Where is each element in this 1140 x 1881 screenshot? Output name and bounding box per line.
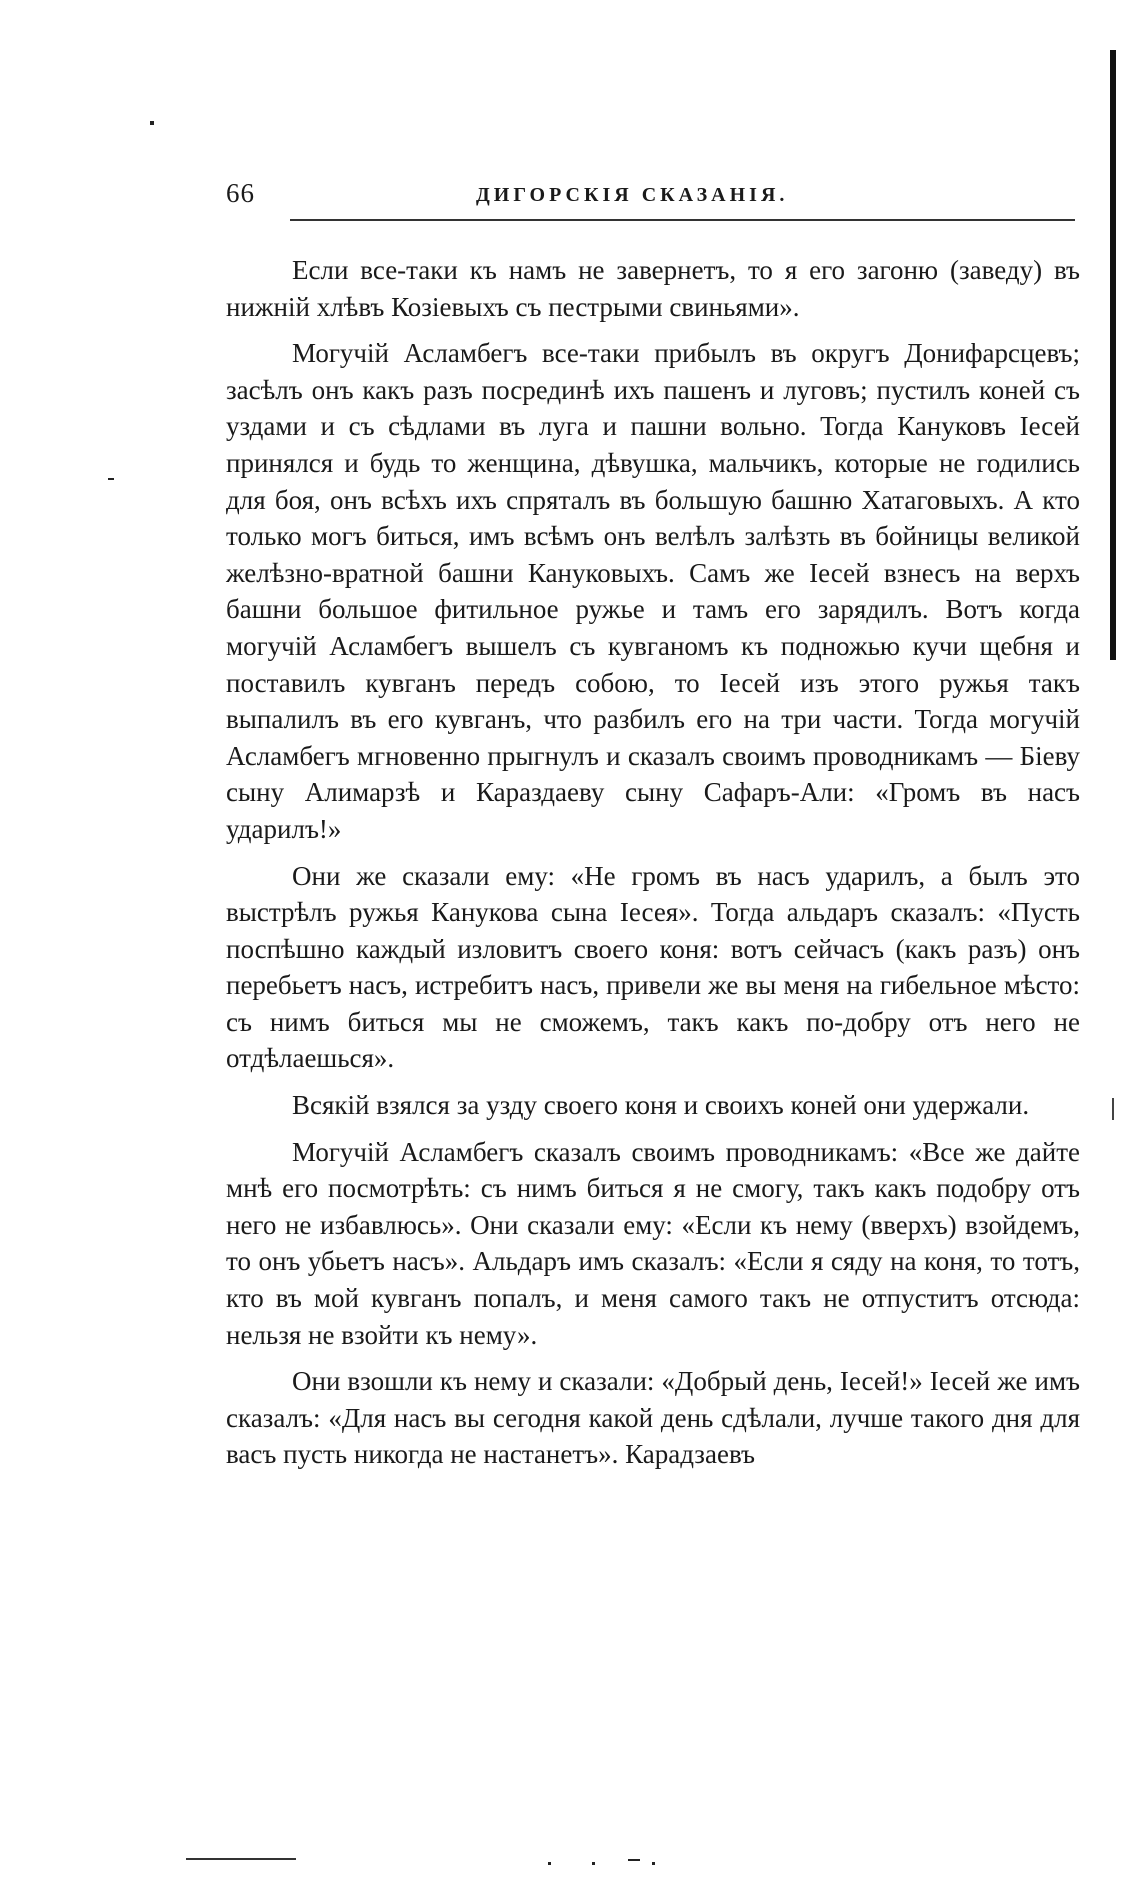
paragraph: Они взошли къ нему и сказали: «Добрый день, Іесей!» Іесей же имъ сказалъ: «Для насъ вы сегодня какой день сдѣлали, лучше такого дня для васъ пусть никогда не настанетъ». Карадзаевъ	[226, 1366, 1080, 1470]
scan-speck	[652, 1862, 655, 1865]
page-header	[226, 178, 1076, 218]
paragraph: Всякій взялся за узду своего коня и своихъ коней они удержали.	[292, 1090, 1030, 1121]
paragraph: Они же сказали ему: «Не громъ въ насъ ударилъ, а былъ это выстрѣлъ ружья Канукова сына Іесея». Тогда альдаръ сказалъ: «Пусть поспѣшно каждый изловитъ своего коня: вотъ сейчасъ (какъ разъ) онъ перебьетъ насъ, истребитъ насъ, привели же вы меня на гибельное мѣсто: съ нимъ биться мы не сможемъ, такъ какъ по-добру отъ него не отдѣлаешься».	[226, 860, 1080, 1074]
paragraph: Могучій Асламбегъ все-таки прибылъ въ округъ Донифарсцевъ; засѣлъ онъ какъ разъ посрединѣ ихъ пашенъ и луговъ; пустилъ коней съ уздами и съ сѣдлами въ луга и пашни вольно. Тогда Кануковъ Іесей принялся и будь то женщина, дѣвушка, мальчикъ, которые не годились для боя, онъ всѣхъ ихъ спряталъ въ большую башню Хатаговыхъ. А кто только могъ биться, имъ всѣмъ онъ велѣлъ залѣзть въ бойницы великой желѣзно-вратной башни Кануковыхъ. Самъ же Іесей взнесъ на верхъ башни большое фитильное ружье и тамъ его зарядилъ. Вотъ когда могучій Асламбегъ вышелъ съ кувганомъ къ подножью кучи щебня и поставилъ кувганъ передъ собою, то Іесей изъ этого ружья такъ выпалилъ въ его кувганъ, что разбилъ его на три части. Тогда могучій Асламбегъ мгновенно прыгнулъ и сказалъ своимъ проводникамъ — Біеву сыну Алимарзѣ и Караздаеву сыну Сафаръ-Али: «Громъ въ насъ ударилъ!»	[226, 338, 1080, 844]
header-rule	[290, 219, 1075, 221]
running-title: ДИГОРСКІЯ СКАЗАНІЯ.	[476, 184, 789, 206]
body-text	[226, 252, 1080, 1483]
paragraph: Могучій Асламбегъ сказалъ своимъ проводникамъ: «Все же дайте мнѣ его посмотрѣть: съ нимъ биться я не смогу, такъ какъ подобру отъ него не избавлюсь». Они сказали ему: «Если къ нему (вверхъ) взойдемъ, то онъ убьетъ насъ». Альдаръ имъ сказалъ: «Если я сяду на коня, то тотъ, кто въ мой кувганъ попалъ, и меня самого такъ не отпуститъ отсюда: нельзя не взойти къ нему».	[226, 1136, 1080, 1350]
scan-bottom-rule	[186, 1858, 296, 1860]
scan-speck	[108, 478, 114, 480]
scan-speck	[628, 1859, 640, 1861]
scan-speck	[548, 1862, 551, 1865]
scan-speck	[592, 1862, 595, 1865]
scan-speck	[150, 121, 154, 125]
page-number: 66	[226, 178, 255, 208]
scan-margin-tick	[1112, 1098, 1114, 1120]
paragraph: Если все-таки къ намъ не завернетъ, то я его загоню (заведу) въ нижній хлѣвъ Козіевыхъ съ пестрыми свиньями».	[226, 255, 1080, 322]
scan-margin-bar	[1110, 50, 1116, 660]
